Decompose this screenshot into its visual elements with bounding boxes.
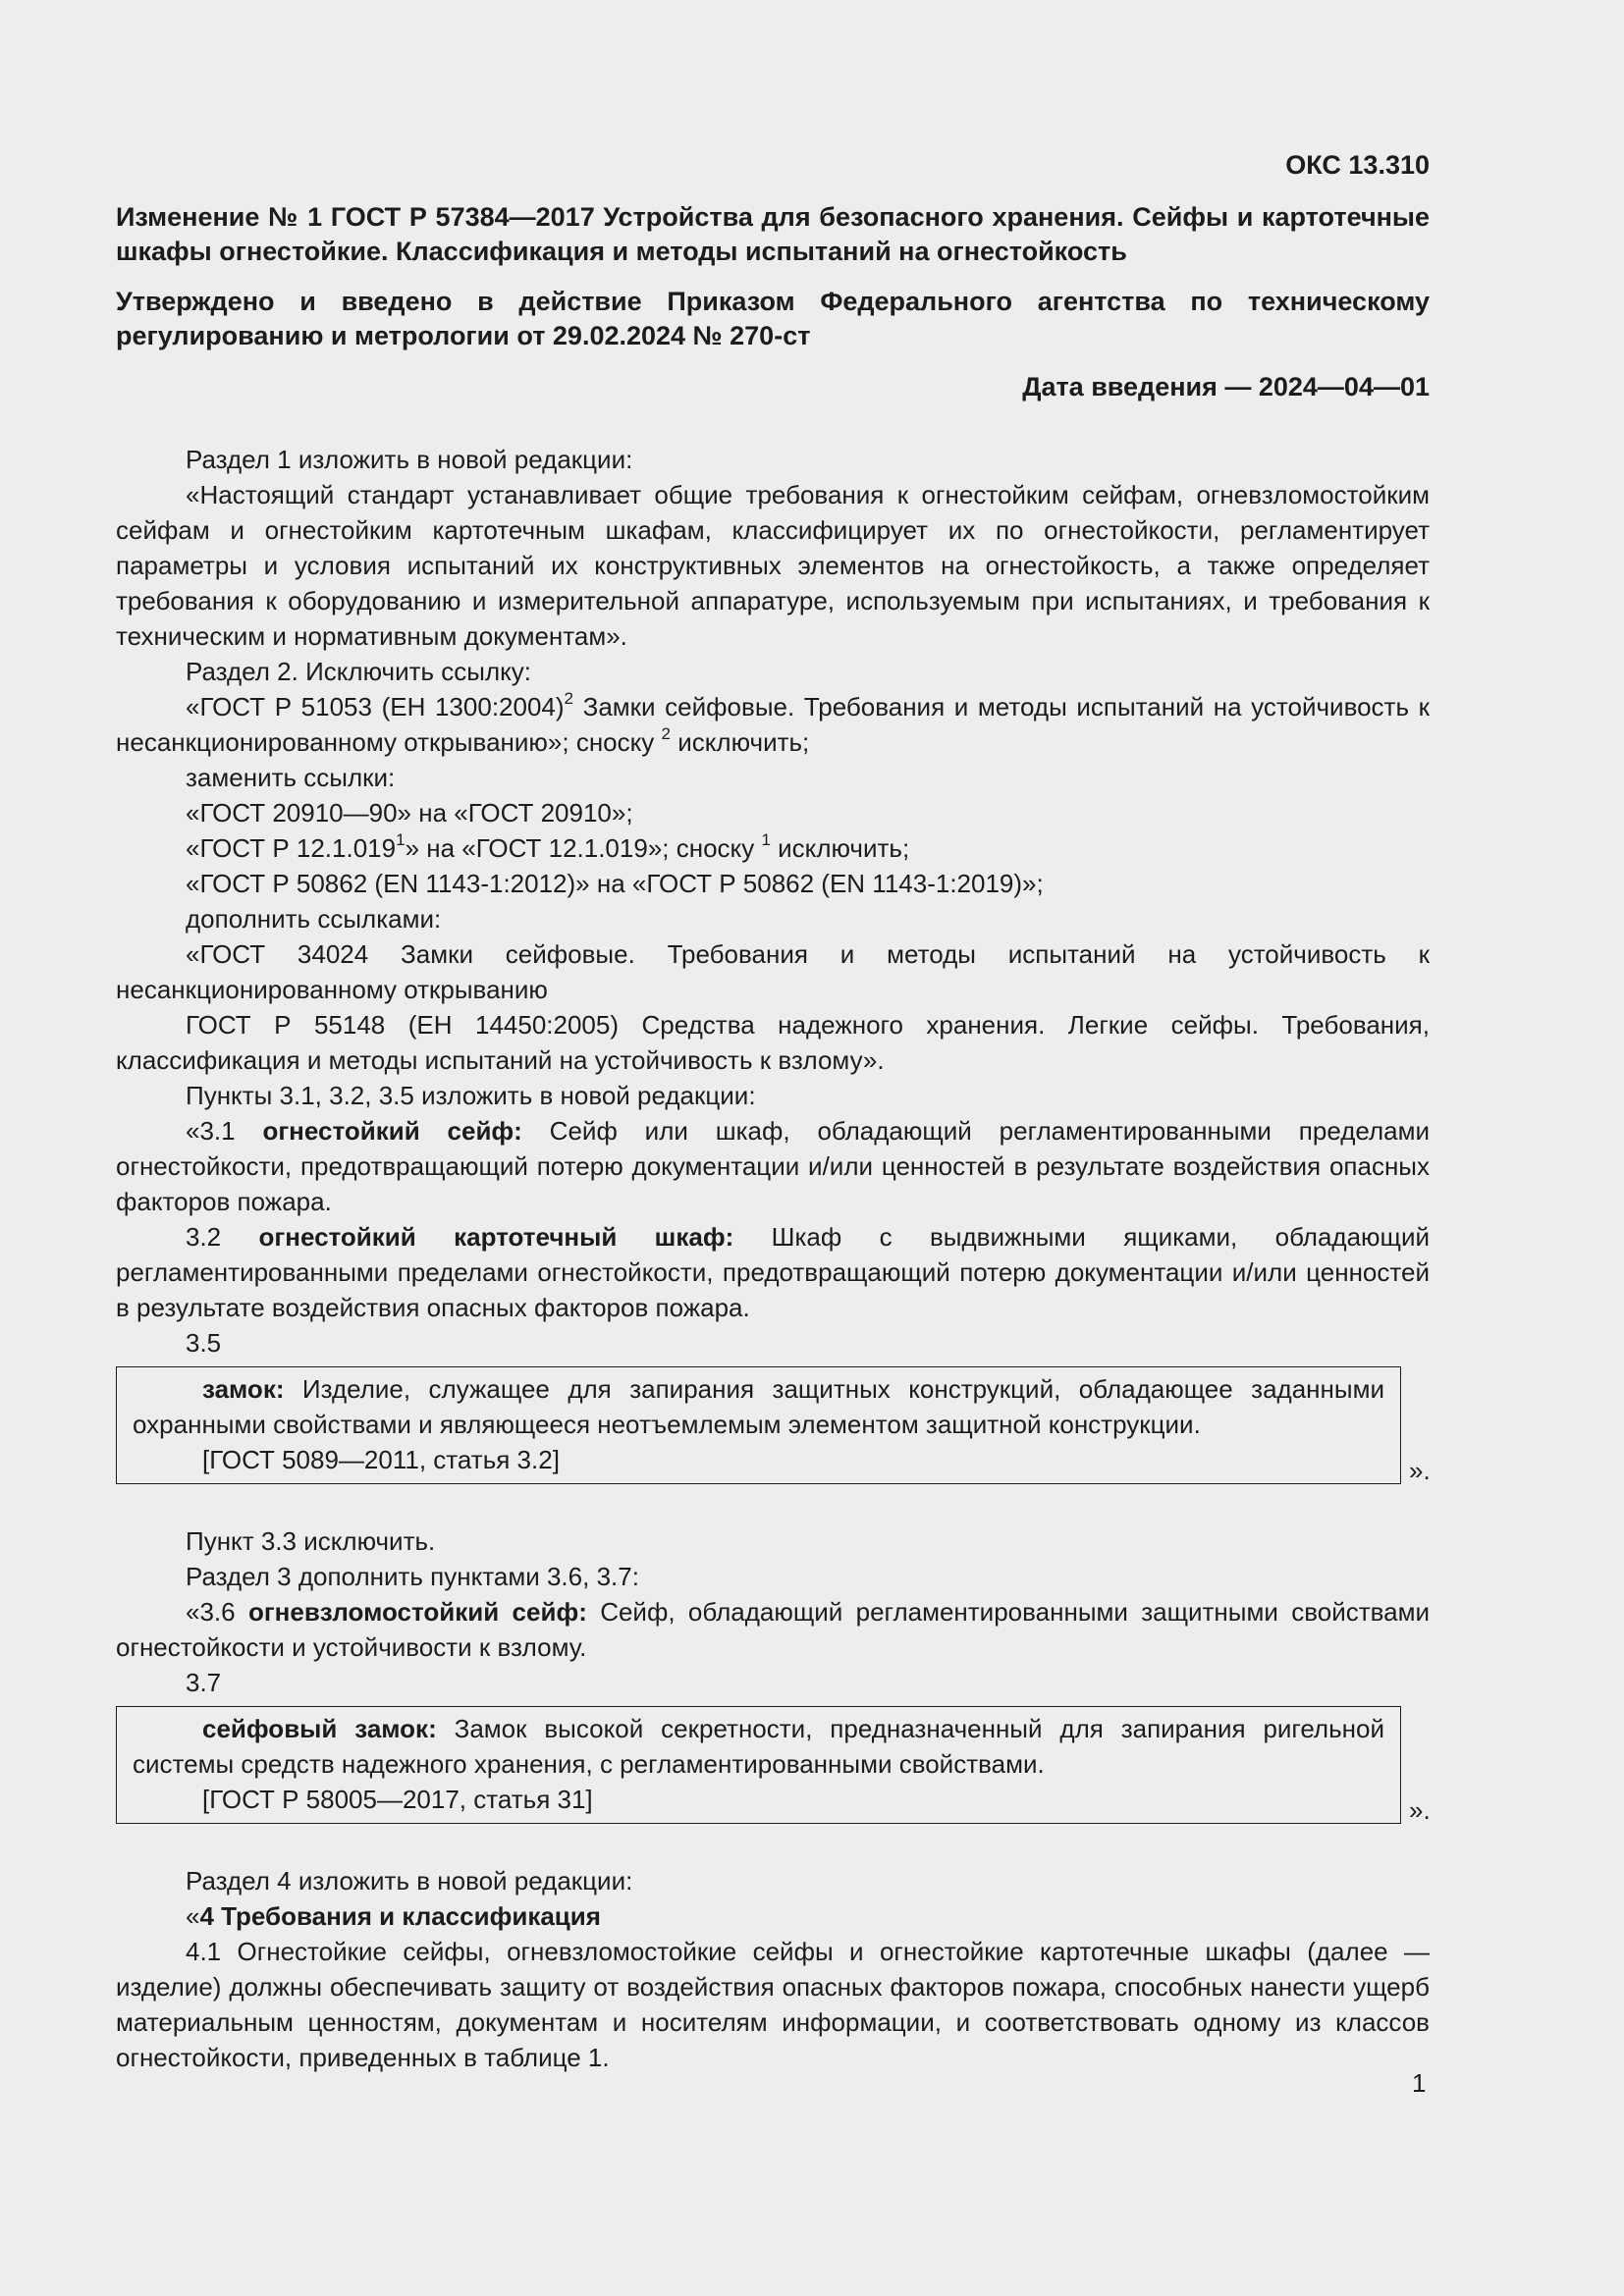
paragraph: «ГОСТ Р 50862 (EN 1143-1:2012)» на «ГОСТ Р 50862 (EN 1143-1:2019)»; [186,869,1044,898]
paragraph: Пункты 3.1, 3.2, 3.5 изложить в новой редакции: [186,1081,756,1110]
definition-text: Сейф или шкаф, обладающий регламентированными пределами огнестойкости, предотвращающий потерю документации и/или ценностей в результате воздействия опасных факторов пожара. [116,1116,1431,1216]
definition-box-lock [116,1366,1430,1484]
paragraph: «ГОСТ 20910—90» на «ГОСТ 20910»; [186,798,633,828]
text-run: «ГОСТ Р 51053 (ЕН 1300:2004) [186,692,565,721]
boxed-definition [116,1706,1401,1824]
definition-text: Сейф, обладающий регламентированными защитными свойствами огнестойкости и устойчивости к взлому. [116,1597,1431,1662]
text-run: Замки сейфовые. Требования и методы испытаний на устойчивость к несанкционированному открыванию»; сноску [116,692,1430,757]
open-quote: « [186,1901,200,1931]
page-number: 1 [1412,2068,1427,2098]
term: огнестойкий картотечный шкаф: [258,1222,734,1252]
clause-number: «3.1 [186,1116,263,1146]
clause-number: «3.6 [186,1597,248,1627]
text-run: » на «ГОСТ 12.1.019»; сноску [405,833,762,863]
section-heading [116,1898,1430,1934]
paragraph: ГОСТ Р 55148 (ЕН 14450:2005) Средства надежного хранения. Легкие сейфы. Требования, классификация и методы испытаний на устойчивость к взлому». [116,1010,1430,1075]
definition-text: Изделие, служащее для запирания защитных конструкций, обладающее заданными охранными свойствами и являющееся неотъемлемым элементом защитной конструкции. [133,1374,1384,1439]
footnote-mark: 1 [396,830,406,850]
paragraph: Раздел 3 дополнить пунктами 3.6, 3.7: [186,1562,639,1591]
introduction-date: Дата введения — 2024—04—01 [1022,372,1430,401]
footnote-mark: 2 [661,724,672,744]
boxed-definition [116,1366,1401,1484]
definition-3-1 [116,1113,1430,1219]
paragraph: заменить ссылки: [186,763,396,792]
term: огнестойкий сейф: [262,1116,522,1146]
footnote-mark: 1 [761,830,771,850]
box-reference: [ГОСТ 5089—2011, статья 3.2] [202,1445,560,1474]
box-definition [133,1711,1384,1782]
oks-code: ОКС 13.310 [1285,150,1430,180]
clause-number-3-5: 3.5 [186,1328,222,1358]
amendment-title: Изменение № 1 ГОСТ Р 57384—2017 Устройства для безопасного хранения. Сейфы и картотечные шкафы огнестойкие. Классификация и методы испытаний на огнестойкость [116,202,1430,266]
term: замок: [202,1374,285,1404]
box-reference: [ГОСТ Р 58005—2017, статья 31] [202,1785,593,1814]
clause-number: 3.2 [186,1222,259,1252]
closing-quote: ». [1409,1795,1431,1825]
clause-number-3-7: 3.7 [186,1668,222,1697]
paragraph: Раздел 2. Исключить ссылку: [186,657,532,686]
paragraph: дополнить ссылками: [186,904,442,934]
box-definition [133,1371,1384,1442]
approval-statement: Утверждено и введено в действие Приказом Федерального агентства по техническому регулированию и метрологии от 29.02.2024 № 270-ст [116,287,1430,350]
paragraph: «Настоящий стандарт устанавливает общие требования к огнестойким сейфам, огневзломостойким сейфам и огнестойким картотечным шкафам, классифицирует их по огнестойкости, регламентирует параметры и условия испытаний их конструктивных элементов на огнестойкость, а также определяет требования к оборудованию и измерительной аппаратуре, используемым при испытаниях, и требования к техническим и нормативным документам». [116,480,1430,651]
text-run: «ГОСТ Р 12.1.019 [186,833,397,863]
definition-text: Шкаф с выдвижными ящиками, обладающий регламентированными пределами огнестойкости, предотвращающий потерю документации и/или ценностей в результате воздействия опасных факторов пожара. [116,1222,1430,1322]
definition-3-6 [116,1594,1430,1665]
text-run: исключить; [770,833,910,863]
paragraph [116,830,1430,866]
definition-text: Замок высокой секретности, предназначенный для запирания ригельной системы средств надежного хранения, с регламентированными свойствами. [133,1714,1384,1779]
paragraph: Пункт 3.3 исключить. [186,1526,436,1556]
paragraph: 4.1 Огнестойкие сейфы, огневзломостойкие сейфы и огнестойкие картотечные шкафы (далее — изделие) должны обеспечивать защиту от воздействия опасных факторов пожара, способных нанести ущерб материальным ценностям, документам и носителям информации, и соответствовать одному из классов огнестойкости, приведенных в таблице 1. [116,1937,1430,2072]
definition-box-safe-lock [116,1706,1430,1824]
term: огневзломостойкий сейф: [247,1597,587,1627]
footnote-mark: 2 [564,689,574,709]
closing-quote: ». [1409,1456,1431,1485]
section-title: 4 Требования и классификация [199,1901,601,1931]
paragraph: Раздел 1 изложить в новой редакции: [186,445,633,474]
paragraph: Раздел 4 изложить в новой редакции: [186,1866,633,1896]
page-content [116,147,1430,2075]
definition-3-2 [116,1219,1430,1325]
paragraph [116,689,1430,760]
text-run: исключить; [671,727,810,757]
term: сейфовый замок: [202,1714,437,1743]
paragraph: «ГОСТ 34024 Замки сейфовые. Требования и методы испытаний на устойчивость к несанкционированному открыванию [116,939,1430,1004]
